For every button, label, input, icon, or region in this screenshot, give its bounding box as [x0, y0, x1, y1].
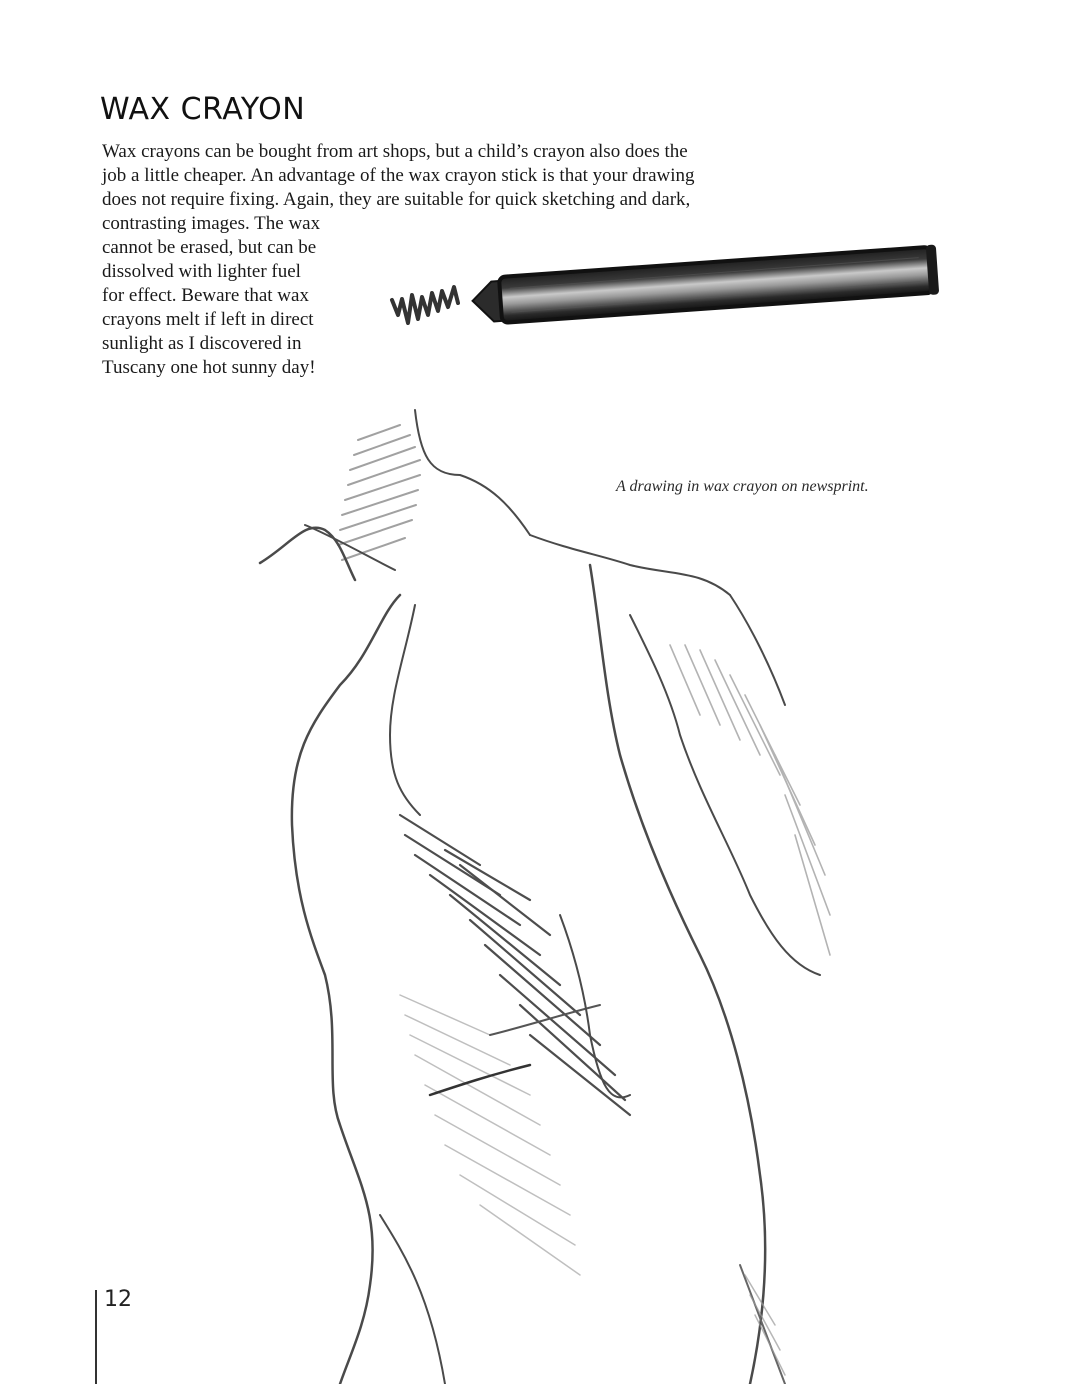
side-line: Tuscany one hot sunny day!	[102, 357, 316, 378]
wax-crayon-illustration	[380, 215, 970, 350]
neck-shading	[338, 425, 420, 560]
crayon-body	[499, 247, 933, 323]
side-line: crayons melt if left in direct	[102, 309, 314, 330]
torso-light-shading	[400, 995, 580, 1275]
intro-line: Wax crayons can be bought from art shops, but a child’s crayon also does the	[102, 141, 688, 162]
figure-caption: A drawing in wax crayon on newsprint.	[616, 478, 869, 495]
side-line: cannot be erased, but can be	[102, 237, 317, 258]
page-number: 12	[104, 1287, 132, 1312]
back-contour	[292, 595, 400, 1384]
intro-line: job a little cheaper. An advantage of the wax crayon stick is that your drawing	[102, 165, 695, 186]
torso-sketch-illustration	[230, 395, 850, 1384]
side-paragraph	[102, 212, 342, 380]
side-line: sunlight as I discovered in	[102, 333, 302, 354]
crayon-scribble-mark	[392, 287, 458, 323]
side-line: contrasting images. The wax	[102, 213, 321, 234]
side-line: dissolved with lighter fuel	[102, 261, 301, 282]
intro-paragraph	[102, 140, 742, 212]
shoulder-contour	[260, 528, 355, 580]
page-number-rule	[95, 1290, 97, 1384]
side-line: for effect. Beware that wax	[102, 285, 309, 306]
intro-line: does not require fixing. Again, they are suitable for quick sketching and dark,	[102, 189, 691, 210]
page-title: WAX CRAYON	[100, 92, 306, 127]
arm-shading	[670, 645, 830, 955]
